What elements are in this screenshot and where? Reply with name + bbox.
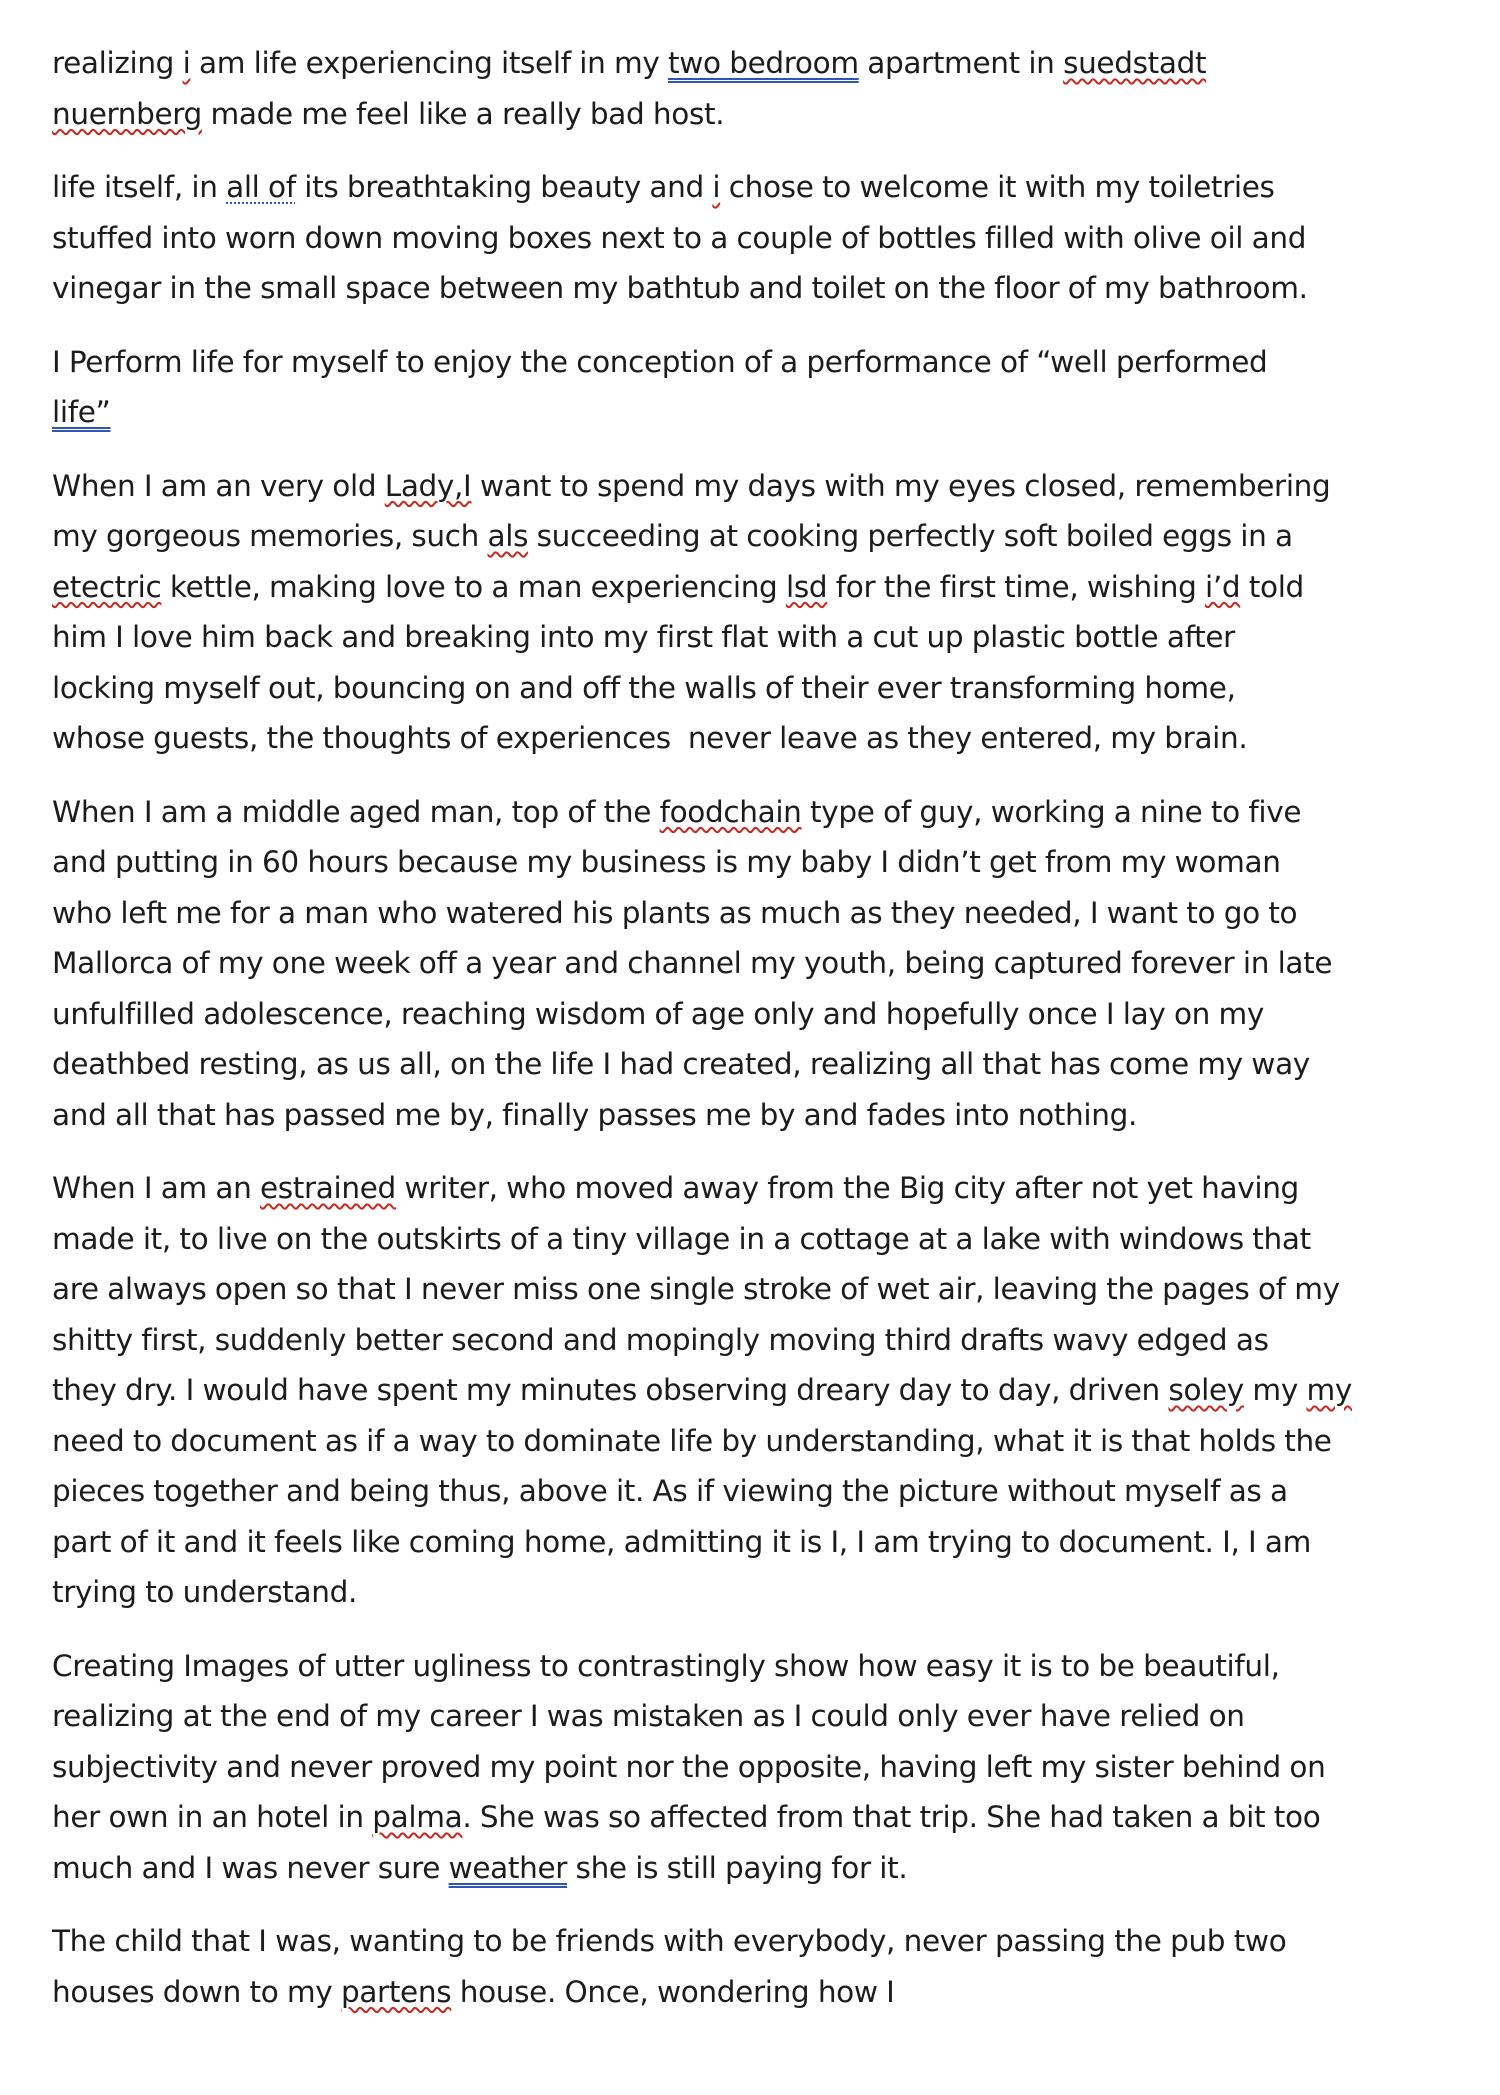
text-run: she is still paying for it.	[567, 1850, 908, 1885]
text-run: Mallorca of my one week off a year and channel my youth, being captured forever in late	[52, 946, 1333, 980]
text-run: trying to understand.	[52, 1575, 358, 1609]
text-line[interactable]	[52, 1214, 1412, 1265]
text-run: stuffed into worn down moving boxes next to a couple of bottles filled with olive oil and	[52, 220, 1307, 255]
text-run: writer, who moved away from the Big city after not yet having	[395, 1171, 1299, 1205]
text-run: him I love him back and breaking into my first flat with a cut up plastic bottle after	[52, 620, 1235, 654]
text-line[interactable]	[52, 1466, 1412, 1517]
spelling-error-word[interactable]: lsd	[785, 569, 828, 604]
spelling-error-word[interactable]: etectric	[52, 569, 162, 604]
text-line[interactable]	[52, 1315, 1412, 1366]
text-line[interactable]	[52, 162, 1412, 213]
text-run: type of guy, working a nine to five	[801, 794, 1302, 829]
paragraph[interactable]	[52, 787, 1412, 1141]
spelling-error-word[interactable]: partens	[340, 1974, 452, 2009]
text-run: kettle, making love to a man experiencing	[161, 569, 786, 604]
text-run: Creating Images of utter ugliness to contrastingly show how easy it is to be beautiful,	[52, 1648, 1280, 1683]
text-line[interactable]	[52, 1792, 1412, 1843]
text-run: shitty first, suddenly better second and mopingly moving third drafts wavy edged as	[52, 1322, 1269, 1357]
spelling-error-word[interactable]: my	[1306, 1373, 1352, 1407]
text-line[interactable]	[52, 38, 1412, 89]
text-line[interactable]	[52, 1916, 1412, 1967]
text-line[interactable]	[52, 1567, 1412, 1618]
text-line[interactable]	[52, 337, 1412, 388]
text-line[interactable]	[52, 1691, 1412, 1742]
paragraph[interactable]	[52, 1916, 1412, 2017]
text-line[interactable]	[52, 1039, 1412, 1090]
text-line[interactable]	[52, 562, 1412, 613]
paragraph[interactable]	[52, 38, 1412, 139]
text-line[interactable]	[52, 1641, 1412, 1692]
spelling-error-word[interactable]: soley	[1168, 1373, 1244, 1407]
text-run: its breathtaking beauty and	[295, 170, 713, 204]
text-run: told	[1240, 569, 1304, 604]
text-run: I Perform life for myself to enjoy the conception of a performance of “well performed	[52, 344, 1268, 379]
text-line[interactable]	[52, 263, 1412, 314]
text-line[interactable]	[52, 1967, 1412, 2018]
text-line[interactable]	[52, 1163, 1412, 1214]
text-line[interactable]	[52, 1365, 1412, 1416]
text-run: and putting in 60 hours because my business is my baby I didn’t get from my woman	[52, 845, 1281, 879]
text-line[interactable]	[52, 461, 1412, 512]
text-line[interactable]	[52, 1090, 1412, 1141]
text-line[interactable]	[52, 511, 1412, 562]
text-run: much and I was never sure	[52, 1850, 449, 1885]
text-run: her own in an hotel in	[52, 1800, 373, 1834]
grammar-suggestion-word[interactable]: life”	[52, 395, 111, 429]
text-run: When I am an very old	[52, 468, 385, 503]
text-run: my gorgeous memories, such	[52, 519, 488, 553]
spelling-error-word[interactable]: Lady,I	[384, 468, 472, 503]
document-body[interactable]	[52, 38, 1412, 2040]
spelling-error-word[interactable]: nuernberg	[52, 96, 202, 131]
text-run: subjectivity and never proved my point nor the opposite, having left my sister behind on	[52, 1749, 1326, 1784]
text-run: When I am an	[52, 1171, 260, 1205]
text-line[interactable]	[52, 1742, 1412, 1793]
text-line[interactable]	[52, 888, 1412, 939]
text-run: chose to welcome it with my toiletries	[720, 170, 1275, 204]
paragraph[interactable]	[52, 337, 1412, 438]
grammar-suggestion-word[interactable]: two bedroom	[668, 46, 859, 80]
text-run: they dry. I would have spent my minutes observing dreary day to day, driven	[52, 1373, 1169, 1407]
text-run: my	[1243, 1373, 1307, 1407]
style-suggestion-word[interactable]: all of	[226, 170, 296, 204]
text-run: succeeding at cooking perfectly soft boiled eggs in a	[528, 519, 1293, 553]
text-run: houses down to my	[52, 1974, 341, 2009]
text-line[interactable]	[52, 663, 1412, 714]
text-run: made me feel like a really bad host.	[201, 96, 725, 131]
text-run: want to spend my days with my eyes closed, remembering	[471, 468, 1331, 503]
paragraph[interactable]	[52, 1163, 1412, 1618]
spelling-error-word[interactable]: als	[487, 519, 529, 553]
text-run: locking myself out, bouncing on and off the walls of their ever transforming home,	[52, 670, 1236, 705]
text-line[interactable]	[52, 89, 1412, 140]
paragraph[interactable]	[52, 1641, 1412, 1894]
paragraph[interactable]	[52, 461, 1412, 764]
text-line[interactable]	[52, 612, 1412, 663]
text-line[interactable]	[52, 787, 1412, 838]
text-line[interactable]	[52, 387, 1412, 438]
spelling-error-word[interactable]: i’d	[1205, 569, 1241, 604]
text-run: The child that I was, wanting to be friends with everybody, never passing the pub two	[52, 1924, 1287, 1958]
spelling-error-word[interactable]: foodchain	[659, 794, 802, 829]
text-run: deathbed resting, as us all, on the life I had created, realizing all that has come my way	[52, 1047, 1310, 1081]
spelling-error-word[interactable]: i	[712, 170, 721, 204]
text-run: vinegar in the small space between my bathtub and toilet on the floor of my bathroom.	[52, 271, 1308, 305]
text-run: for the first time, wishing	[827, 569, 1205, 604]
text-run: are always open so that I never miss one single stroke of wet air, leaving the pages of my	[52, 1272, 1340, 1306]
text-line[interactable]	[52, 1517, 1412, 1568]
spelling-error-word[interactable]: i	[182, 46, 191, 80]
grammar-suggestion-word[interactable]: weather	[448, 1850, 568, 1885]
text-line[interactable]	[52, 938, 1412, 989]
text-run: house. Once, wondering how I	[451, 1974, 895, 2009]
spelling-error-word[interactable]: estrained	[259, 1171, 396, 1205]
text-line[interactable]	[52, 713, 1412, 764]
text-run: part of it and it feels like coming home, admitting it is I, I am trying to document. I, I am	[52, 1524, 1312, 1559]
text-run: pieces together and being thus, above it. As if viewing the picture without myself as a	[52, 1474, 1288, 1508]
text-run: apartment in	[858, 46, 1064, 80]
text-run: . She was so affected from that trip. She had taken a bit too	[462, 1800, 1321, 1834]
spelling-error-word[interactable]: suedstadt	[1063, 46, 1207, 80]
spelling-error-word[interactable]: palma	[372, 1800, 463, 1834]
text-line[interactable]	[52, 1416, 1412, 1467]
paragraph[interactable]	[52, 162, 1412, 314]
text-run: whose guests, the thoughts of experiences never leave as they entered, my brain.	[52, 721, 1248, 755]
text-run: life itself, in	[52, 170, 227, 204]
text-run: and all that has passed me by, finally passes me by and fades into nothing.	[52, 1097, 1137, 1132]
text-line[interactable]	[52, 213, 1412, 264]
text-run: need to document as if a way to dominate life by understanding, what it is that holds the	[52, 1423, 1332, 1458]
text-line[interactable]	[52, 989, 1412, 1040]
text-run: When I am a middle aged man, top of the	[52, 794, 660, 829]
text-line[interactable]	[52, 1264, 1412, 1315]
text-line[interactable]	[52, 837, 1412, 888]
text-run: unfulfilled adolescence, reaching wisdom of age only and hopefully once I lay on my	[52, 996, 1265, 1031]
text-run: realizing at the end of my career I was mistaken as I could only ever have relied on	[52, 1699, 1245, 1733]
text-run: am life experiencing itself in my	[190, 46, 669, 80]
text-run: realizing	[52, 46, 183, 80]
text-run: who left me for a man who watered his plants as much as they needed, I want to go to	[52, 895, 1298, 930]
text-run: made it, to live on the outskirts of a tiny village in a cottage at a lake with windows that	[52, 1221, 1311, 1256]
text-line[interactable]	[52, 1843, 1412, 1894]
